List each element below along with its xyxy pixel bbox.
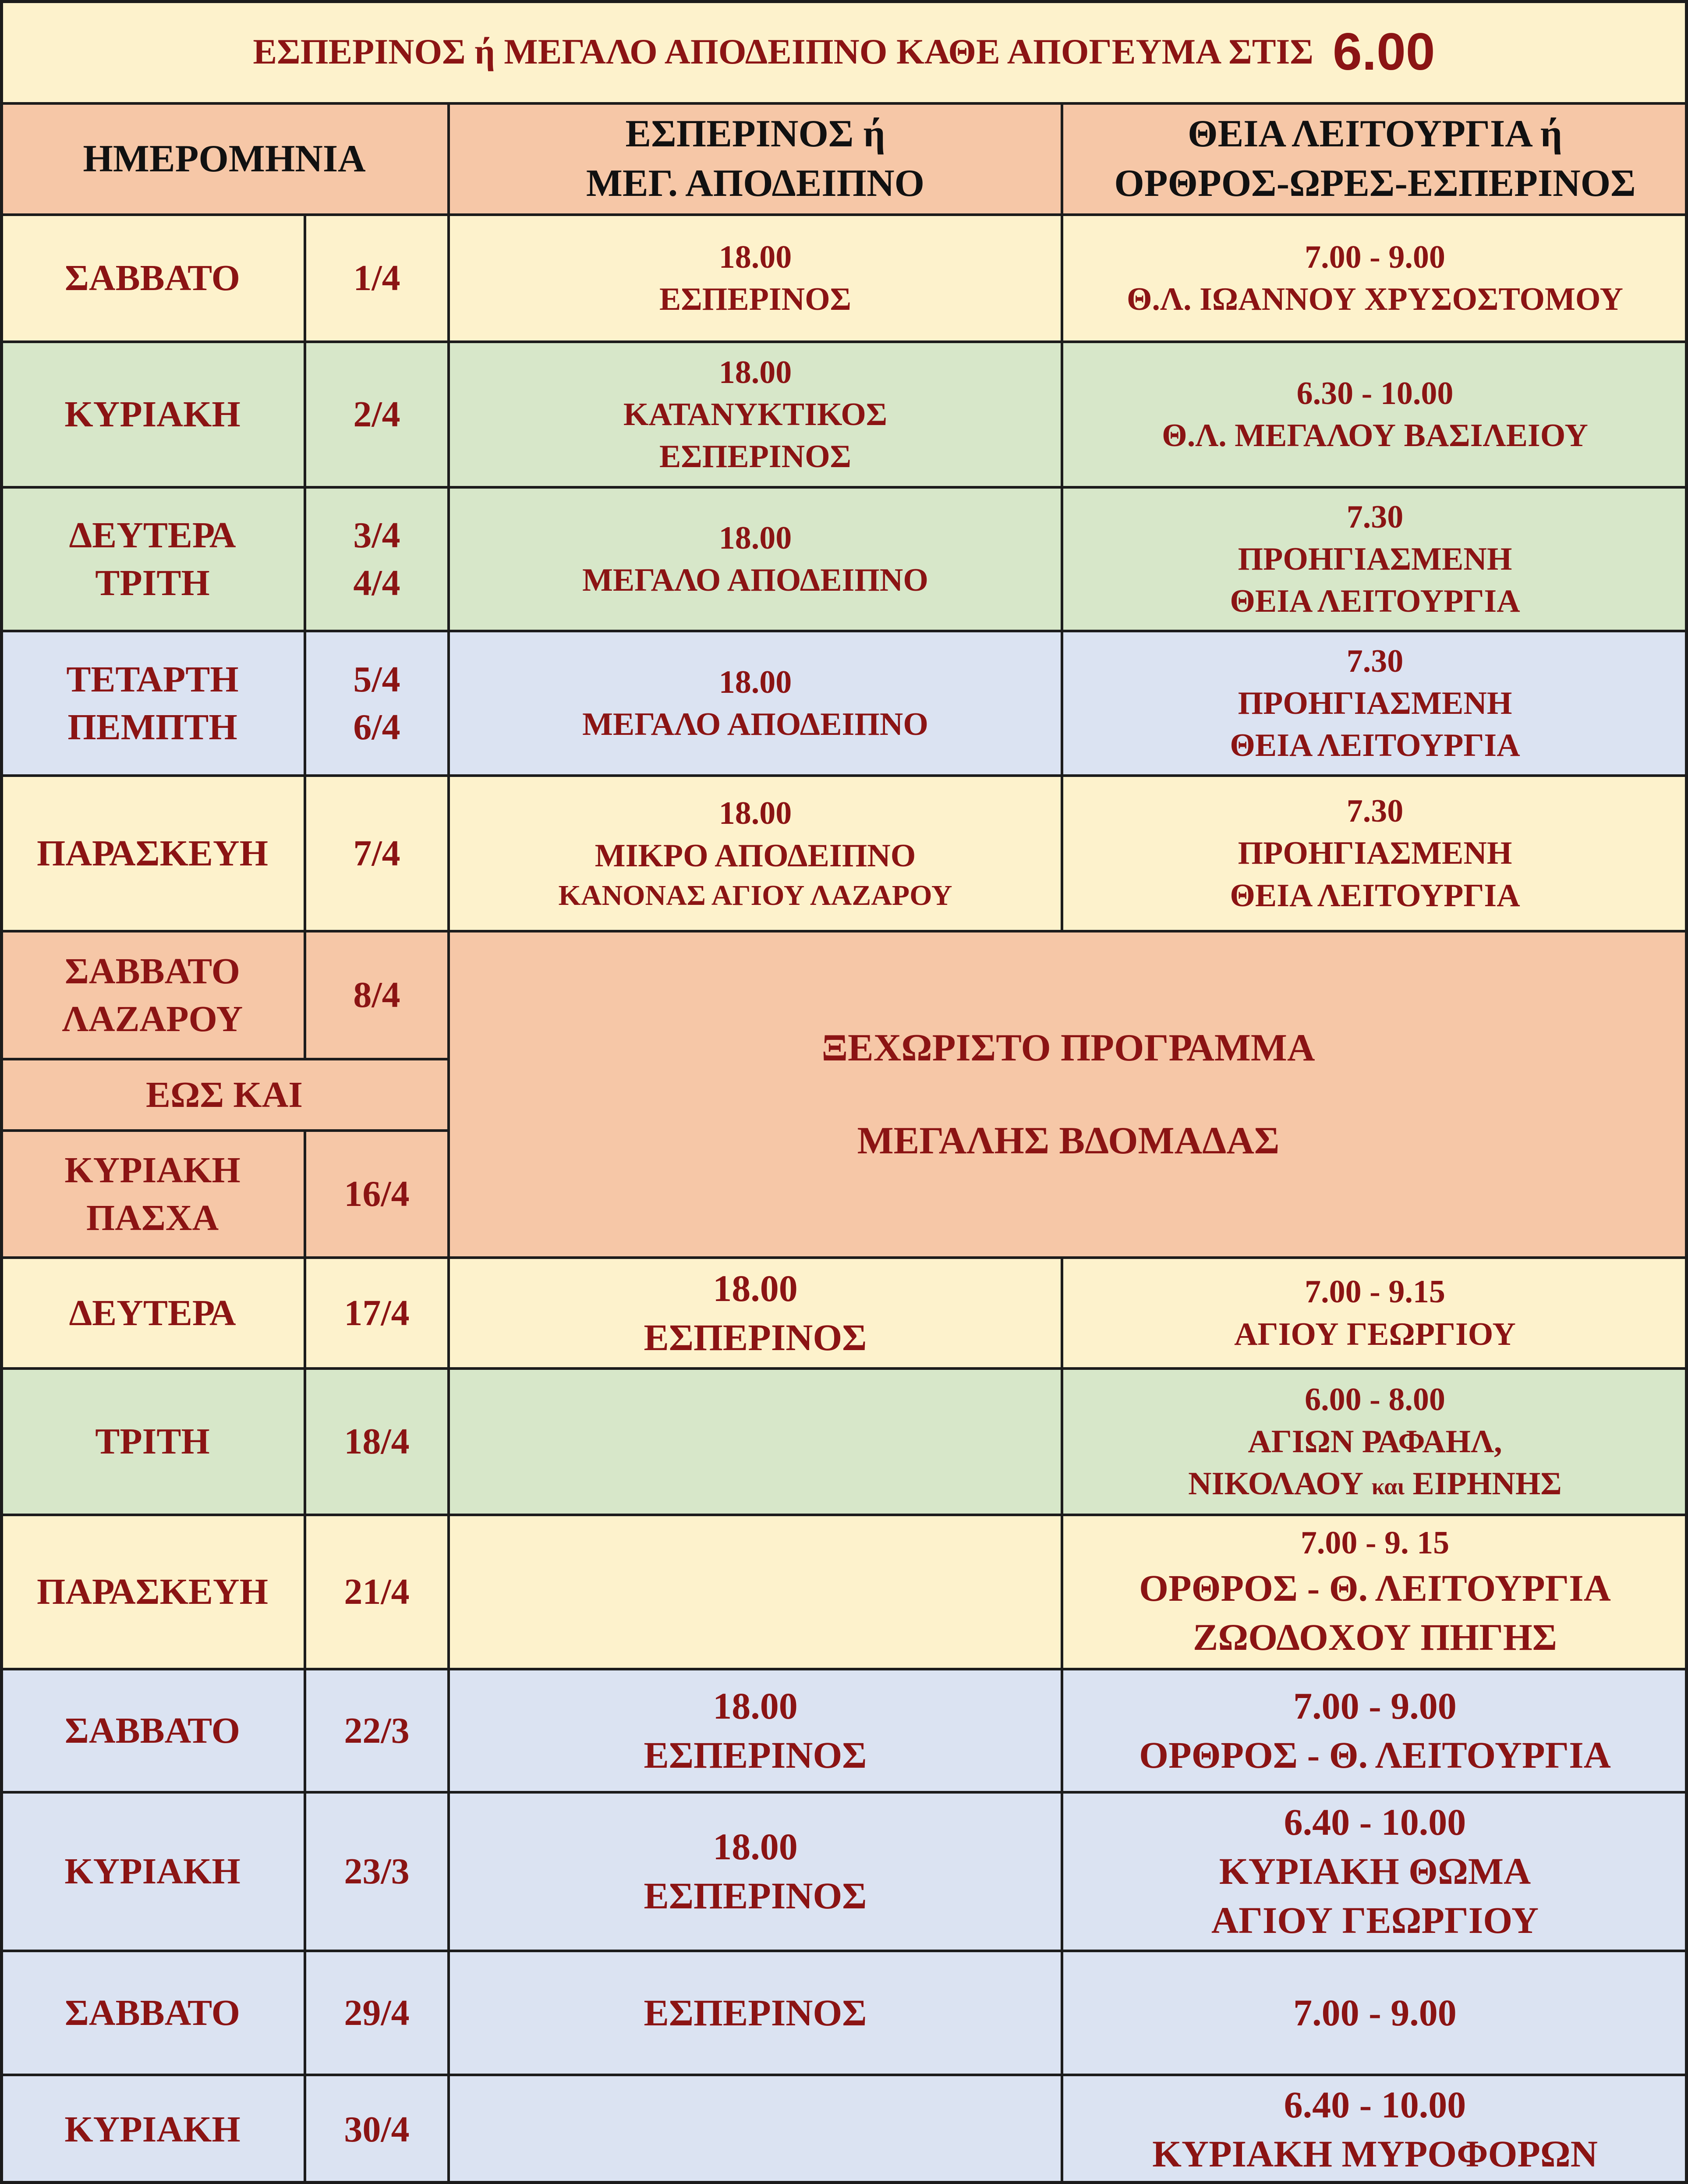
- until-label: ΕΩΣ ΚΑΙ: [146, 1074, 303, 1115]
- event-line: ΜΙΚΡΟ ΑΠΟΔΕΙΠΝΟ: [595, 837, 916, 874]
- holy-week-note-line: ΞΕΧΩΡΙΣΤΟ ΠΡΟΓΡΑΜΜΑ: [821, 1026, 1315, 1069]
- event-line: 18.00: [713, 1826, 798, 1868]
- date-value: 8/4: [353, 975, 400, 1016]
- event-line: ΕΣΠΕΡΙΝΟΣ: [644, 1875, 867, 1917]
- morning-cell: [1062, 1792, 1688, 1951]
- date-value: 16/4: [344, 1174, 410, 1215]
- event-line: ΕΣΠΕΡΙΝΟΣ: [644, 1316, 867, 1358]
- page-title: [0, 0, 1688, 103]
- morning-cell: [1062, 1669, 1688, 1792]
- event-line: ΟΡΘΡΟΣ - Θ. ΛΕΙΤΟΥΡΓΙΑ: [1139, 1567, 1611, 1610]
- grid-line: [304, 215, 306, 1059]
- holy-week-start-date: [305, 931, 449, 1059]
- event-line: 6.30 - 10.00: [1296, 375, 1454, 411]
- event-line: ΠΡΟΗΓΙΑΣΜΕΝΗ: [1238, 835, 1512, 872]
- evening-cell: [449, 1951, 1062, 2075]
- date-value: 30/4: [344, 2109, 410, 2150]
- day-name: ΣΑΒΒΑΤΟ: [65, 1710, 240, 1751]
- morning-cell: [1062, 1951, 1688, 2075]
- holy-week-end-date: [305, 1131, 449, 1258]
- header-date: [0, 103, 449, 215]
- evening-cell: [449, 1792, 1062, 1951]
- event-line: 7.00 - 9.00: [1293, 1991, 1457, 2034]
- holy-week-end-day: [0, 1131, 305, 1258]
- evening-cell: [449, 631, 1062, 776]
- event-line: 7.30: [1346, 643, 1404, 679]
- date-value: 17/4: [344, 1292, 410, 1333]
- event-line: ΠΡΟΗΓΙΑΣΜΕΝΗ: [1238, 685, 1512, 721]
- evening-cell: [449, 1258, 1062, 1369]
- evening-cell: [449, 215, 1062, 342]
- day-name: ΚΥΡΙΑΚΗ: [64, 2109, 241, 2150]
- day-cell: [0, 2075, 305, 2184]
- event-line: ΠΡΟΗΓΙΑΣΜΕΝΗ: [1238, 541, 1512, 577]
- evening-cell: [449, 2075, 1062, 2184]
- event-line: 7.00 - 9. 15: [1300, 1525, 1450, 1561]
- evening-cell: [449, 1369, 1062, 1515]
- day-name: ΠΑΡΑΣΚΕΥΗ: [37, 833, 268, 874]
- grid-line: [0, 1058, 449, 1060]
- date-value: 23/3: [344, 1851, 410, 1892]
- header-evening-line: ΕΣΠΕΡΙΝΟΣ ή: [625, 113, 885, 156]
- grid-line: [0, 0, 1688, 3]
- event-line: 6.00 - 8.00: [1305, 1381, 1445, 1418]
- event-line: ΑΓΙΟΥ ΓΕΩΡΓΙΟΥ: [1234, 1316, 1516, 1352]
- day-name: ΠΑΣΧΑ: [86, 1198, 219, 1238]
- event-line: ΚΥΡΙΑΚΗ ΘΩΜΑ: [1219, 1850, 1531, 1893]
- event-line: ΖΩΟΔΟΧΟΥ ΠΗΓΗΣ: [1193, 1616, 1557, 1659]
- day-name: ΚΥΡΙΑΚΗ: [64, 394, 241, 435]
- event-line: ΘΕΙΑ ΛΕΙΤΟΥΡΓΙΑ: [1230, 583, 1520, 620]
- event-line: ΕΣΠΕΡΙΝΟΣ: [644, 1991, 867, 2034]
- date-value: 5/4: [353, 659, 400, 700]
- grid-line: [0, 2181, 1688, 2184]
- holy-week-note-line: ΜΕΓΑΛΗΣ ΒΔΟΜΑΔΑΣ: [857, 1119, 1280, 1162]
- holy-week-until: [0, 1059, 449, 1131]
- event-text: ΕΙΡΗΝΗΣ: [1412, 1466, 1562, 1502]
- day-cell: [0, 1515, 305, 1669]
- event-line: 18.00: [718, 354, 792, 390]
- date-cell: [305, 2075, 449, 2184]
- date-value: 1/4: [353, 258, 400, 299]
- day-cell: [0, 342, 305, 487]
- morning-cell: [1062, 1258, 1688, 1369]
- event-line: 6.40 - 10.00: [1284, 1801, 1466, 1844]
- event-line: 18.00: [718, 664, 792, 700]
- title-text: ΕΣΠΕΡΙΝΟΣ ή ΜΕΓΑΛΟ ΑΠΟΔΕΙΠΝΟ ΚΑΘΕ ΑΠΟΓΕΥΜΑ ΣΤΙΣ: [253, 31, 1314, 71]
- event-line: ΕΣΠΕΡΙΝΟΣ: [659, 439, 852, 475]
- grid-line: [0, 1367, 1688, 1370]
- event-line: 6.40 - 10.00: [1284, 2083, 1466, 2126]
- day-cell: [0, 631, 305, 776]
- date-value: 22/3: [344, 1710, 410, 1751]
- morning-cell: [1062, 487, 1688, 631]
- header-morning: [1062, 103, 1688, 215]
- grid-line: [0, 2074, 1688, 2076]
- morning-cell: [1062, 1369, 1688, 1515]
- date-cell: [305, 1792, 449, 1951]
- grid-line: [0, 930, 1688, 932]
- morning-cell: [1062, 1515, 1688, 1669]
- title-time: 6.00: [1333, 22, 1435, 81]
- grid-line: [0, 1950, 1688, 1952]
- event-line: 18.00: [718, 520, 792, 556]
- event-line: ΕΣΠΕΡΙΝΟΣ: [659, 281, 852, 317]
- event-line: ΘΕΙΑ ΛΕΙΤΟΥΡΓΙΑ: [1230, 877, 1520, 914]
- morning-cell: [1062, 631, 1688, 776]
- grid-line: [1685, 0, 1688, 2184]
- evening-cell: [449, 776, 1062, 931]
- event-line: ΕΣΠΕΡΙΝΟΣ: [644, 1734, 867, 1776]
- grid-line: [0, 1668, 1688, 1670]
- header-morning-line: ΟΡΘΡΟΣ-ΩΡΕΣ-ΕΣΠΕΡΙΝΟΣ: [1114, 162, 1636, 205]
- event-line: ΜΕΓΑΛΟ ΑΠΟΔΕΙΠΝΟ: [582, 706, 928, 742]
- evening-cell: [449, 1669, 1062, 1792]
- day-cell: [0, 1258, 305, 1369]
- day-name: ΔΕΥΤΕΡΑ: [69, 514, 236, 556]
- day-name: ΤΡΙΤΗ: [95, 563, 210, 603]
- date-value: 7/4: [353, 833, 400, 874]
- day-name: ΣΑΒΒΑΤΟ: [65, 258, 240, 299]
- date-cell: [305, 1951, 449, 2075]
- day-cell: [0, 1669, 305, 1792]
- date-cell: [305, 1258, 449, 1369]
- evening-cell: [449, 487, 1062, 631]
- evening-cell: [449, 342, 1062, 487]
- date-value: 3/4: [353, 514, 400, 556]
- grid-line: [0, 1129, 449, 1132]
- grid-line: [304, 1131, 306, 2184]
- header-evening-line: ΜΕΓ. ΑΠΟΔΕΙΠΝΟ: [586, 162, 925, 205]
- grid-line: [0, 486, 1688, 489]
- grid-line: [1061, 1258, 1063, 2184]
- event-line: ΘΕΙΑ ΛΕΙΤΟΥΡΓΙΑ: [1230, 727, 1520, 764]
- date-cell: [305, 1515, 449, 1669]
- event-line: 7.00 - 9.00: [1305, 239, 1445, 275]
- morning-cell: [1062, 342, 1688, 487]
- day-name: ΤΕΤΑΡΤΗ: [66, 659, 239, 700]
- event-line: ΚΥΡΙΑΚΗ ΜΥΡΟΦΟΡΩΝ: [1152, 2132, 1598, 2175]
- day-cell: [0, 776, 305, 931]
- event-line: ΑΓΙΟΥ ΓΕΩΡΓΙΟΥ: [1211, 1899, 1539, 1941]
- day-cell: [0, 1951, 305, 2075]
- event-line: ΑΓΙΩΝ ΡΑΦΑΗΛ,: [1248, 1423, 1502, 1460]
- event-line: 7.00 - 9.00: [1293, 1684, 1457, 1727]
- day-name: ΛΑΖΑΡΟΥ: [62, 999, 243, 1039]
- header-evening: [449, 103, 1062, 215]
- event-text: και: [1371, 1473, 1405, 1500]
- event-line: Θ.Λ. ΜΕΓΑΛΟΥ ΒΑΣΙΛΕΙΟΥ: [1162, 418, 1588, 454]
- date-value: 4/4: [353, 563, 400, 603]
- grid-line: [0, 340, 1688, 343]
- header-morning-line: ΘΕΙΑ ΛΕΙΤΟΥΡΓΙΑ ή: [1188, 113, 1562, 156]
- day-cell: [0, 1369, 305, 1515]
- grid-line: [0, 1514, 1688, 1516]
- date-value: 6/4: [353, 707, 400, 748]
- grid-line: [0, 630, 1688, 632]
- morning-cell: [1062, 215, 1688, 342]
- morning-cell: [1062, 2075, 1688, 2184]
- grid-line: [1061, 103, 1063, 931]
- day-name: ΤΡΙΤΗ: [95, 1421, 210, 1462]
- event-line: 7.30: [1346, 499, 1404, 535]
- date-value: 18/4: [344, 1421, 410, 1462]
- evening-cell: [449, 1515, 1062, 1669]
- grid-line: [0, 1256, 1688, 1259]
- event-line: 18.00: [718, 795, 792, 832]
- date-value: 2/4: [353, 394, 400, 435]
- grid-line: [447, 103, 450, 2184]
- day-name: ΚΥΡΙΑΚΗ: [64, 1149, 241, 1191]
- date-cell: [305, 487, 449, 631]
- day-name: ΠΑΡΑΣΚΕΥΗ: [37, 1571, 268, 1613]
- event-line: 7.30: [1346, 793, 1404, 830]
- holy-week-start-day: [0, 931, 305, 1059]
- grid-line: [0, 102, 1688, 105]
- date-cell: [305, 631, 449, 776]
- grid-line: [0, 774, 1688, 777]
- day-name: ΔΕΥΤΕΡΑ: [69, 1292, 236, 1333]
- date-cell: [305, 342, 449, 487]
- day-name: ΣΑΒΒΑΤΟ: [65, 950, 240, 992]
- event-text: ΝΙΚΟΛΑΟΥ: [1188, 1466, 1364, 1502]
- event-line: 7.00 - 9.15: [1305, 1274, 1445, 1310]
- event-line: Θ.Λ. ΙΩΑΝΝΟΥ ΧΡΥΣΟΣΤΟΜΟΥ: [1127, 281, 1623, 317]
- grid-line: [0, 0, 3, 2184]
- date-cell: [305, 776, 449, 931]
- holy-week-note: [449, 931, 1688, 1258]
- event-line: 18.00: [713, 1267, 798, 1309]
- day-cell: [0, 487, 305, 631]
- event-line: [1188, 1463, 1562, 1505]
- date-cell: [305, 1669, 449, 1792]
- date-cell: [305, 215, 449, 342]
- event-line: ΜΕΓΑΛΟ ΑΠΟΔΕΙΠΝΟ: [582, 562, 928, 598]
- event-line: ΚΑΤΑΝΥΚΤΙΚΟΣ: [623, 396, 888, 433]
- event-line: 18.00: [713, 1684, 798, 1727]
- morning-cell: [1062, 776, 1688, 931]
- date-cell: [305, 1369, 449, 1515]
- date-value: 29/4: [344, 1992, 410, 2033]
- date-value: 21/4: [344, 1571, 410, 1613]
- day-cell: [0, 215, 305, 342]
- event-line: ΚΑΝΟΝΑΣ ΑΓΙΟΥ ΛΑΖΑΡΟΥ: [558, 879, 952, 911]
- grid-line: [0, 1791, 1688, 1794]
- day-name: ΚΥΡΙΑΚΗ: [64, 1851, 241, 1892]
- event-line: 18.00: [718, 239, 792, 275]
- day-name: ΠΕΜΠΤΗ: [67, 707, 237, 748]
- day-name: ΣΑΒΒΑΤΟ: [65, 1992, 240, 2033]
- header-date-label: ΗΜΕΡΟΜΗΝΙΑ: [83, 137, 366, 180]
- grid-line: [0, 213, 1688, 216]
- day-cell: [0, 1792, 305, 1951]
- event-line: ΟΡΘΡΟΣ - Θ. ΛΕΙΤΟΥΡΓΙΑ: [1139, 1734, 1611, 1776]
